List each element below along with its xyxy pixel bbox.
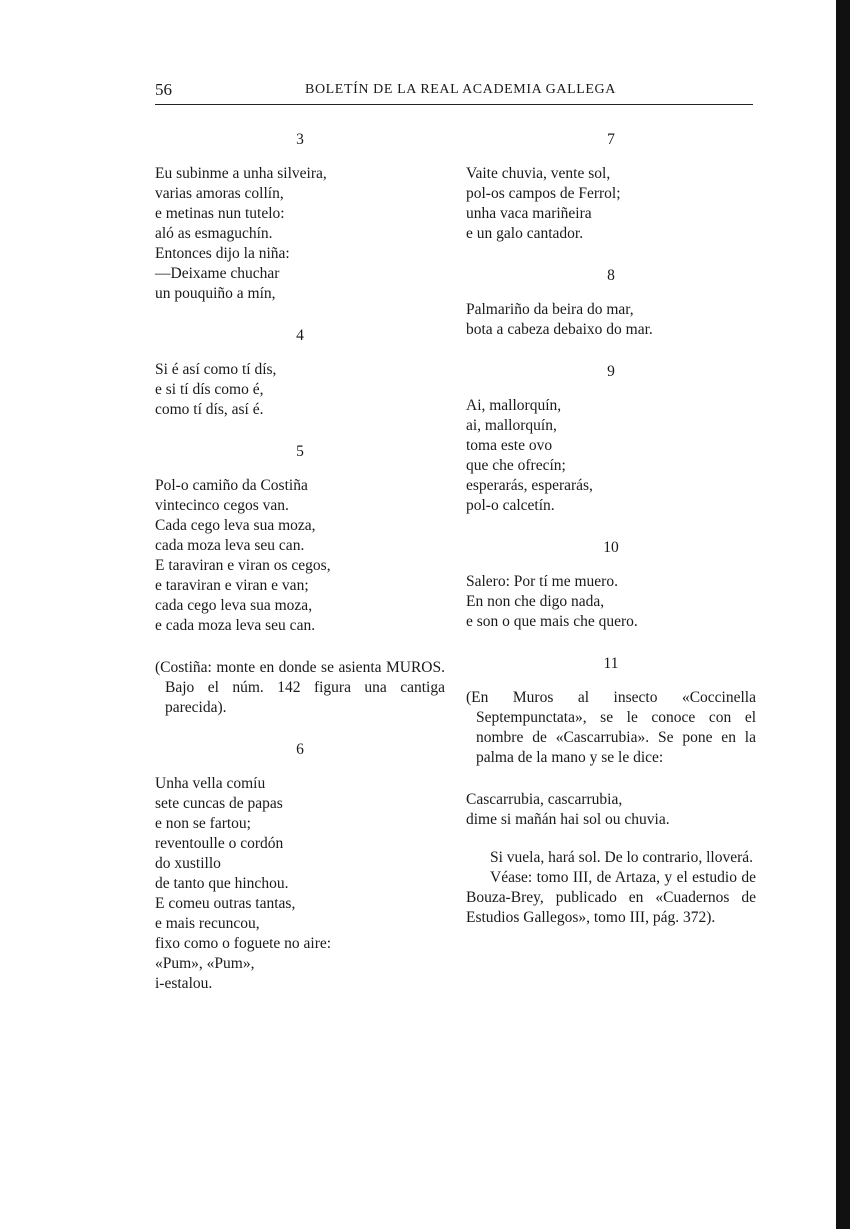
poem-line: Palmariño da beira do mar, [466,301,634,318]
poem-line: e son o que mais che quero. [466,613,638,630]
poem-line: «Pum», «Pum», [155,955,255,972]
poem-line: sete cuncas de papas [155,795,283,812]
poem-line: Vaite chuvia, vente sol, [466,165,611,182]
section-number: 11 [603,655,619,672]
commentary-paragraph: Véase: tomo III, de Artaza, y el estudio de Bouza-Brey, publicado en «Cuadernos de Estudios Gallegos», tomo III, pág. 372). [466,869,756,926]
poem-9 [466,396,756,516]
section-number: 5 [296,443,304,460]
commentary-paragraph: Si vuela, hará sol. De lo contrario, lloverá. [490,849,753,866]
poem-5 [155,476,445,636]
poem-line: cada moza leva seu can. [155,537,305,554]
section-number: 4 [296,327,304,344]
page-header [155,80,753,106]
poem-line: Pol-o camiño da Costiña [155,477,308,494]
poem-line: cada cego leva sua moza, [155,597,313,614]
poem-line: Ai, mallorquín, [466,397,562,414]
poem-line: esperarás, esperarás, [466,477,593,494]
section-number: 10 [603,539,619,556]
poem-line: que che ofrecín; [466,457,566,474]
poem-line: aló as esmaguchín. [155,225,273,242]
poem-6 [155,774,445,994]
poem-line: do xustillo [155,855,221,872]
poem-line: Unha vella comíu [155,775,266,792]
poem-4 [155,360,445,420]
poem-line: Entonces dijo la niña: [155,245,290,262]
poem-line: fixo como o foguete no aire: [155,935,332,952]
poem-8 [466,300,756,340]
poem-line: e metinas nun tutelo: [155,205,285,222]
poem-line: E comeu outras tantas, [155,895,296,912]
poem-line: Cada cego leva sua moza, [155,517,316,534]
scan-edge-shadow [836,0,850,1229]
section-number: 7 [607,131,615,148]
poem-3 [155,164,445,304]
poem-line: Eu subinme a unha silveira, [155,165,327,182]
running-title: BOLETÍN DE LA REAL ACADEMIA GALLEGA [305,82,616,97]
editor-note: (Costiña: monte en donde se asienta MUROS. Bajo el núm. 142 figura una cantiga parecida). [155,659,445,716]
poem-line: Salero: Por tí me muero. [466,573,618,590]
poem-line: pol-os campos de Ferrol; [466,185,621,202]
poem-line: Si é así como tí dís, [155,361,277,378]
poem-line: toma este ovo [466,437,553,454]
section-number: 8 [607,267,615,284]
poem-line: varias amoras collín, [155,185,284,202]
poem-line: dime si mañán hai sol ou chuvia. [466,811,670,828]
poem-line: pol-o calcetín. [466,497,555,514]
page-number: 56 [155,80,172,99]
poem-line: como tí dís, así é. [155,401,264,418]
poem-line: reventoulle o cordón [155,835,284,852]
poem-10 [466,572,756,632]
left-column [155,130,445,994]
poem-11 [466,790,756,830]
right-column [466,130,756,928]
poem-line: e si tí dís como é, [155,381,264,398]
poem-line: e non se fartou; [155,815,251,832]
poem-line: e cada moza leva seu can. [155,617,316,634]
section-number: 3 [296,131,304,148]
poem-line: bota a cabeza debaixo do mar. [466,321,653,338]
section-number: 9 [607,363,615,380]
poem-line: Cascarrubia, cascarrubia, [466,791,623,808]
poem-line: e taraviran e viran e van; [155,577,309,594]
poem-line: —Deixame chuchar [155,265,280,282]
poem-line: vintecinco cegos van. [155,497,289,514]
section-number: 6 [296,741,304,758]
poem-line: de tanto que hinchou. [155,875,289,892]
poem-line: unha vaca mariñeira [466,205,592,222]
poem-line: ai, mallorquín, [466,417,557,434]
editor-note: (En Muros al insecto «Coccinella Septempunctata», se le conoce con el nombre de «Cascarrubia». Se pone en la palma de la mano y se le dice: [466,689,756,766]
poem-7 [466,164,756,244]
poem-line: E taraviran e viran os cegos, [155,557,331,574]
poem-line: e un galo cantador. [466,225,584,242]
poem-line: un pouquiño a mín, [155,285,276,302]
header-rule [155,104,753,105]
poem-line: En non che digo nada, [466,593,605,610]
poem-line: i-estalou. [155,975,213,992]
poem-line: e mais recuncou, [155,915,260,932]
